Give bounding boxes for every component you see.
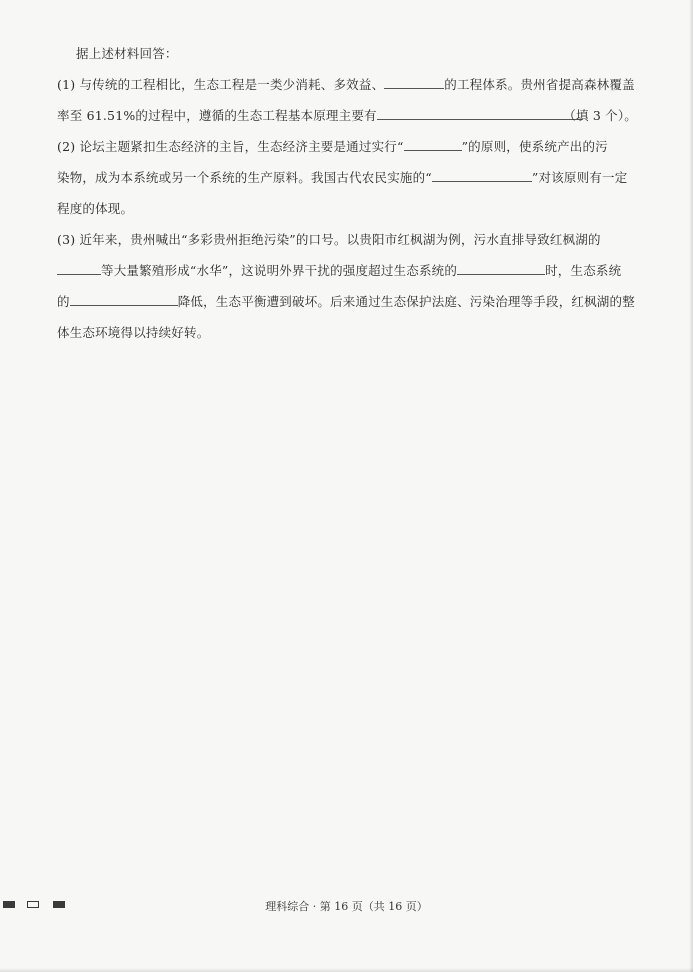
q3-answer-blank-2[interactable] — [457, 262, 545, 275]
q1-line-1 — [57, 76, 637, 94]
q3-text-b: 等大量繁殖形成“水华”，这说明外界干扰的强度超过生态系统的 — [101, 263, 458, 278]
q3-line-2 — [57, 262, 637, 280]
q1-text-c: 率至 61.51%的过程中，遵循的生态工程基本原理主要有 — [57, 108, 377, 123]
intro-label: 据上述材料回答： — [76, 46, 178, 61]
intro-text — [76, 45, 656, 63]
page-footer: 理科综合 · 第 16 页（共 16 页） — [265, 900, 428, 913]
q1-line-2 — [57, 107, 637, 125]
scan-edge-shadow — [689, 0, 693, 972]
q1-text-a: (1) 与传统的工程相比，生态工程是一类少消耗、多效益、 — [57, 77, 385, 92]
q3-line-1 — [57, 231, 637, 249]
q2-line-1 — [57, 138, 637, 156]
q2-answer-blank-1[interactable] — [404, 138, 462, 151]
q2-text-e: 程度的体现。 — [57, 201, 134, 216]
q2-text-c: 染物，成为本系统或另一个系统的生产原料。我国古代农民实施的“ — [57, 170, 432, 185]
q3-line-3 — [57, 293, 637, 311]
q3-text-c: 时，生态系统 — [545, 263, 622, 278]
q2-text-d: ”对该原则有一定 — [531, 170, 628, 185]
q3-text-f: 体生态环境得以持续好转。 — [57, 325, 210, 340]
q3-line-4 — [57, 324, 637, 342]
q3-answer-blank-3[interactable] — [70, 293, 178, 306]
q3-text-a: (3) 近年来，贵州喊出“多彩贵州拒绝污染”的口号。以贵阳市红枫湖为例，污水直排导致红枫湖的 — [57, 232, 601, 247]
q2-text-a: (2) 论坛主题紧扣生态经济的主旨，生态经济主要是通过实行“ — [57, 139, 404, 154]
q1-answer-blank-2[interactable] — [377, 107, 582, 120]
q3-answer-blank-1[interactable] — [57, 262, 101, 275]
scan-bottom-shadow — [0, 968, 693, 972]
q1-text-b: 的工程体系。贵州省提高森林覆盖 — [444, 77, 635, 92]
q3-text-d: 的 — [57, 294, 70, 309]
q3-text-e: 降低，生态平衡遭到破坏。后来通过生态保护法庭、污染治理等手段，红枫湖的整 — [177, 294, 635, 309]
q1-answer-blank-1[interactable] — [384, 76, 444, 89]
q2-line-2 — [57, 169, 637, 187]
q2-text-b: ”的原则，使系统产出的污 — [461, 139, 608, 154]
q2-line-3 — [57, 200, 637, 218]
q2-answer-blank-2[interactable] — [432, 169, 532, 182]
q1-text-d: （填 3 个）。 — [563, 108, 637, 123]
